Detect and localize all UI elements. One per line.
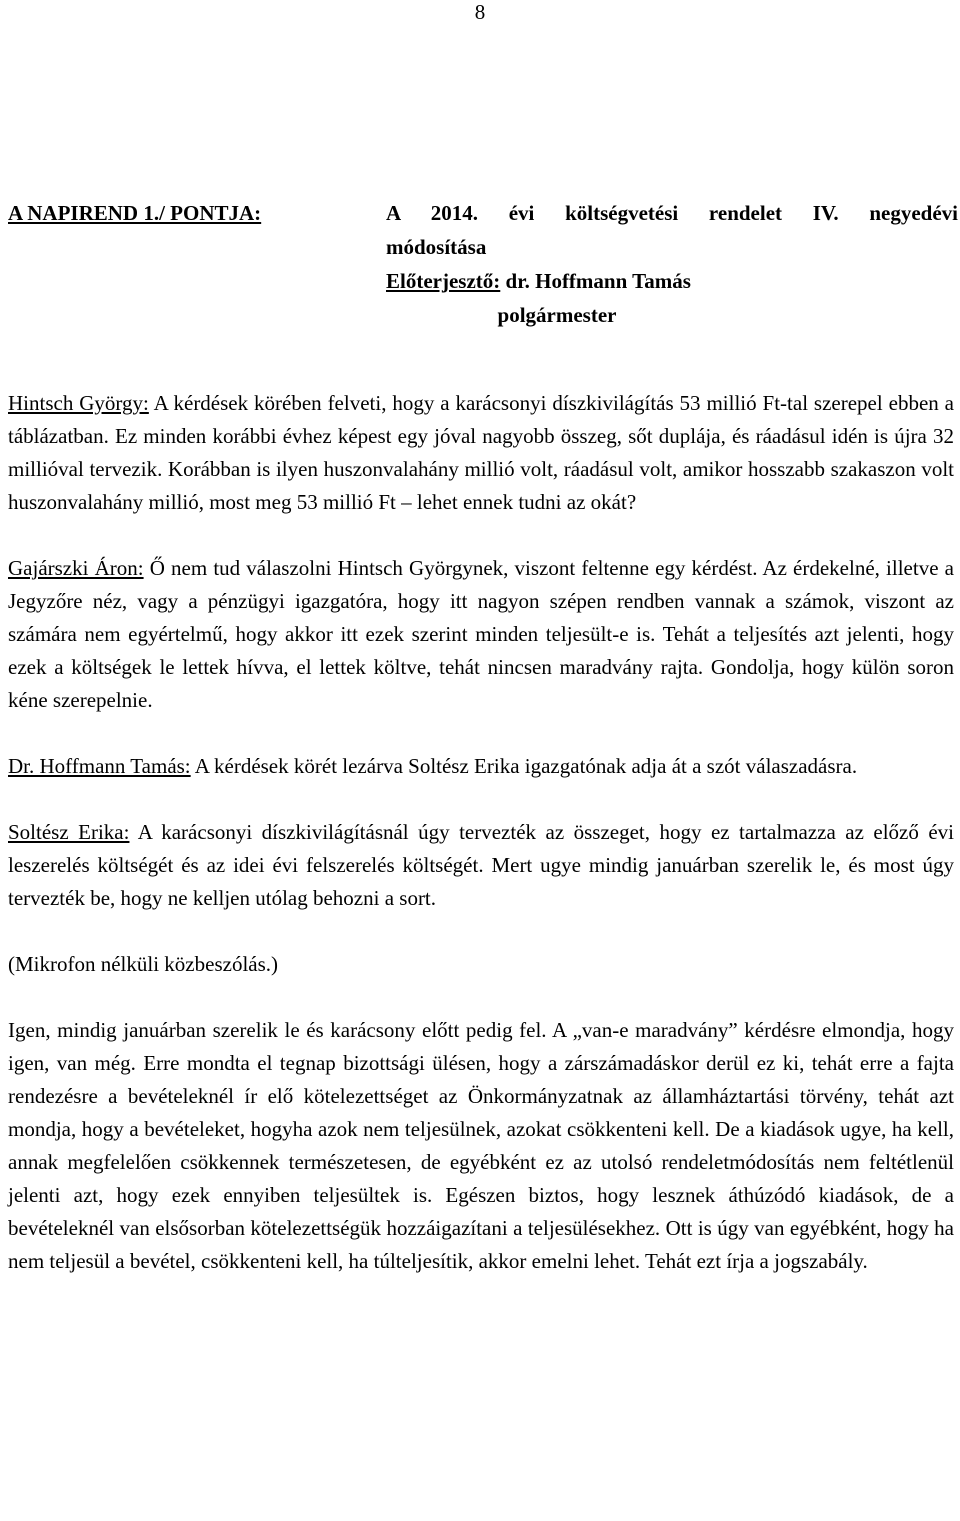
speaker-name: Gajárszki Áron: bbox=[8, 556, 144, 580]
agenda-presenter bbox=[386, 264, 958, 298]
paragraph-text: Ő nem tud válaszolni Hintsch Györgynek, viszont feltenne egy kérdést. Az érdekelné, illetve a Jegyzőre néz, vagy a pénzügyi igazgatóra, hogy itt nagyon szépen rendben vannak a számok, viszont az számára nem egyértelmű, hogy akkor itt ezek szerint minden teljesült-e is. Tehát a teljesítés azt jelenti, hogy ezek a költségek le lettek hívva, el lettek költve, tehát nincsen maradvány rajta. Gondolja, hogy külön soron kéne szerepelnie. bbox=[8, 556, 954, 712]
presenter-name: dr. Hoffmann Tamás bbox=[500, 269, 691, 293]
paragraph-text: A kérdések körét lezárva Soltész Erika igazgatónak adja át a szót válaszadásra. bbox=[190, 754, 858, 778]
agenda-title-line-2: módosítása bbox=[386, 235, 487, 259]
agenda-label: A NAPIREND 1./ PONTJA: bbox=[8, 201, 262, 225]
paragraph-soltesz bbox=[8, 816, 954, 915]
paragraph-text: A karácsonyi díszkivilágításnál úgy tervezték az összeget, hogy ez tartalmazza az előző évi leszerelés költségét és az idei évi felszerelés költségét. Mert ugye mindig januárban szerelik le, és most úgy tervezték be, hogy ne kelljen utólag behozni a sort. bbox=[8, 820, 954, 910]
paragraph-hoffmann bbox=[8, 750, 954, 783]
speaker-name: Dr. Hoffmann Tamás: bbox=[8, 754, 191, 778]
minutes-body bbox=[8, 387, 954, 1278]
paragraph-gajarszki bbox=[8, 552, 954, 717]
paragraph-answer bbox=[8, 1014, 954, 1278]
paragraph-text: Igen, mindig januárban szerelik le és karácsony előtt pedig fel. A „van-e maradvány” kérdésre elmondja, hogy igen, van még. Erre mondta el tegnap bizottsági ülésen, hogy a zárszámadáskor derül ez ki, tehát erre a fajta rendezésre a bevételeknél ír elő kötelezettséget az Önkormányzatnak az államháztartási törvény, tehát azt mondja, hogy a bevételeket, hogyha azok nem teljesülnek, azokat csökkenteni kell. De a kiadások ugye, ha kell, annak megfelelően csökkennek természetesen, de egyébként ez az utolsó rendeletmódosítás nem feltétlenül jelenti azt, hogy ezek ennyiben teljesültek is. Egészen biztos, hogy lesznek áthúzódó kiadások, de a bevételeknél van elsősorban kötelezettségük hozzáigazítani a teljesülésekhez. Ott is úgy van egyébként, hogy ha nem teljesül a bevétel, csökkenteni kell, ha túlteljesítik, akkor emelni lehet. Tehát ezt írja a jogszabály. bbox=[8, 1018, 954, 1273]
paragraph-interjection bbox=[8, 948, 954, 981]
presenter-label: Előterjesztő: bbox=[386, 269, 501, 293]
paragraph-text: A kérdések körében felveti, hogy a karácsonyi díszkivilágítás 53 millió Ft-tal szerepel ebben a táblázatban. Ez minden korábbi évhez képest egy jóval nagyobb összeg, sőt duplája, és ráadásul idén is újra 32 millióval tervezik. Korábban is ilyen huszonvalahány millió volt, ráadásul volt, amikor hosszabb szakaszon volt huszonvalahány millió, most meg 53 millió Ft – lehet ennek tudni az okát? bbox=[8, 391, 954, 514]
paragraph-text: (Mikrofon nélküli közbeszólás.) bbox=[8, 952, 279, 976]
speaker-name: Hintsch György: bbox=[8, 391, 149, 415]
presenter-role: polgármester bbox=[497, 303, 617, 327]
paragraph-hintsch bbox=[8, 387, 954, 519]
agenda-details bbox=[386, 196, 958, 332]
agenda-title-line-1: A 2014. évi költségvetési rendelet IV. negyedévi bbox=[386, 201, 958, 225]
speaker-name: Soltész Erika: bbox=[8, 820, 130, 844]
page-number: 8 bbox=[474, 0, 486, 24]
